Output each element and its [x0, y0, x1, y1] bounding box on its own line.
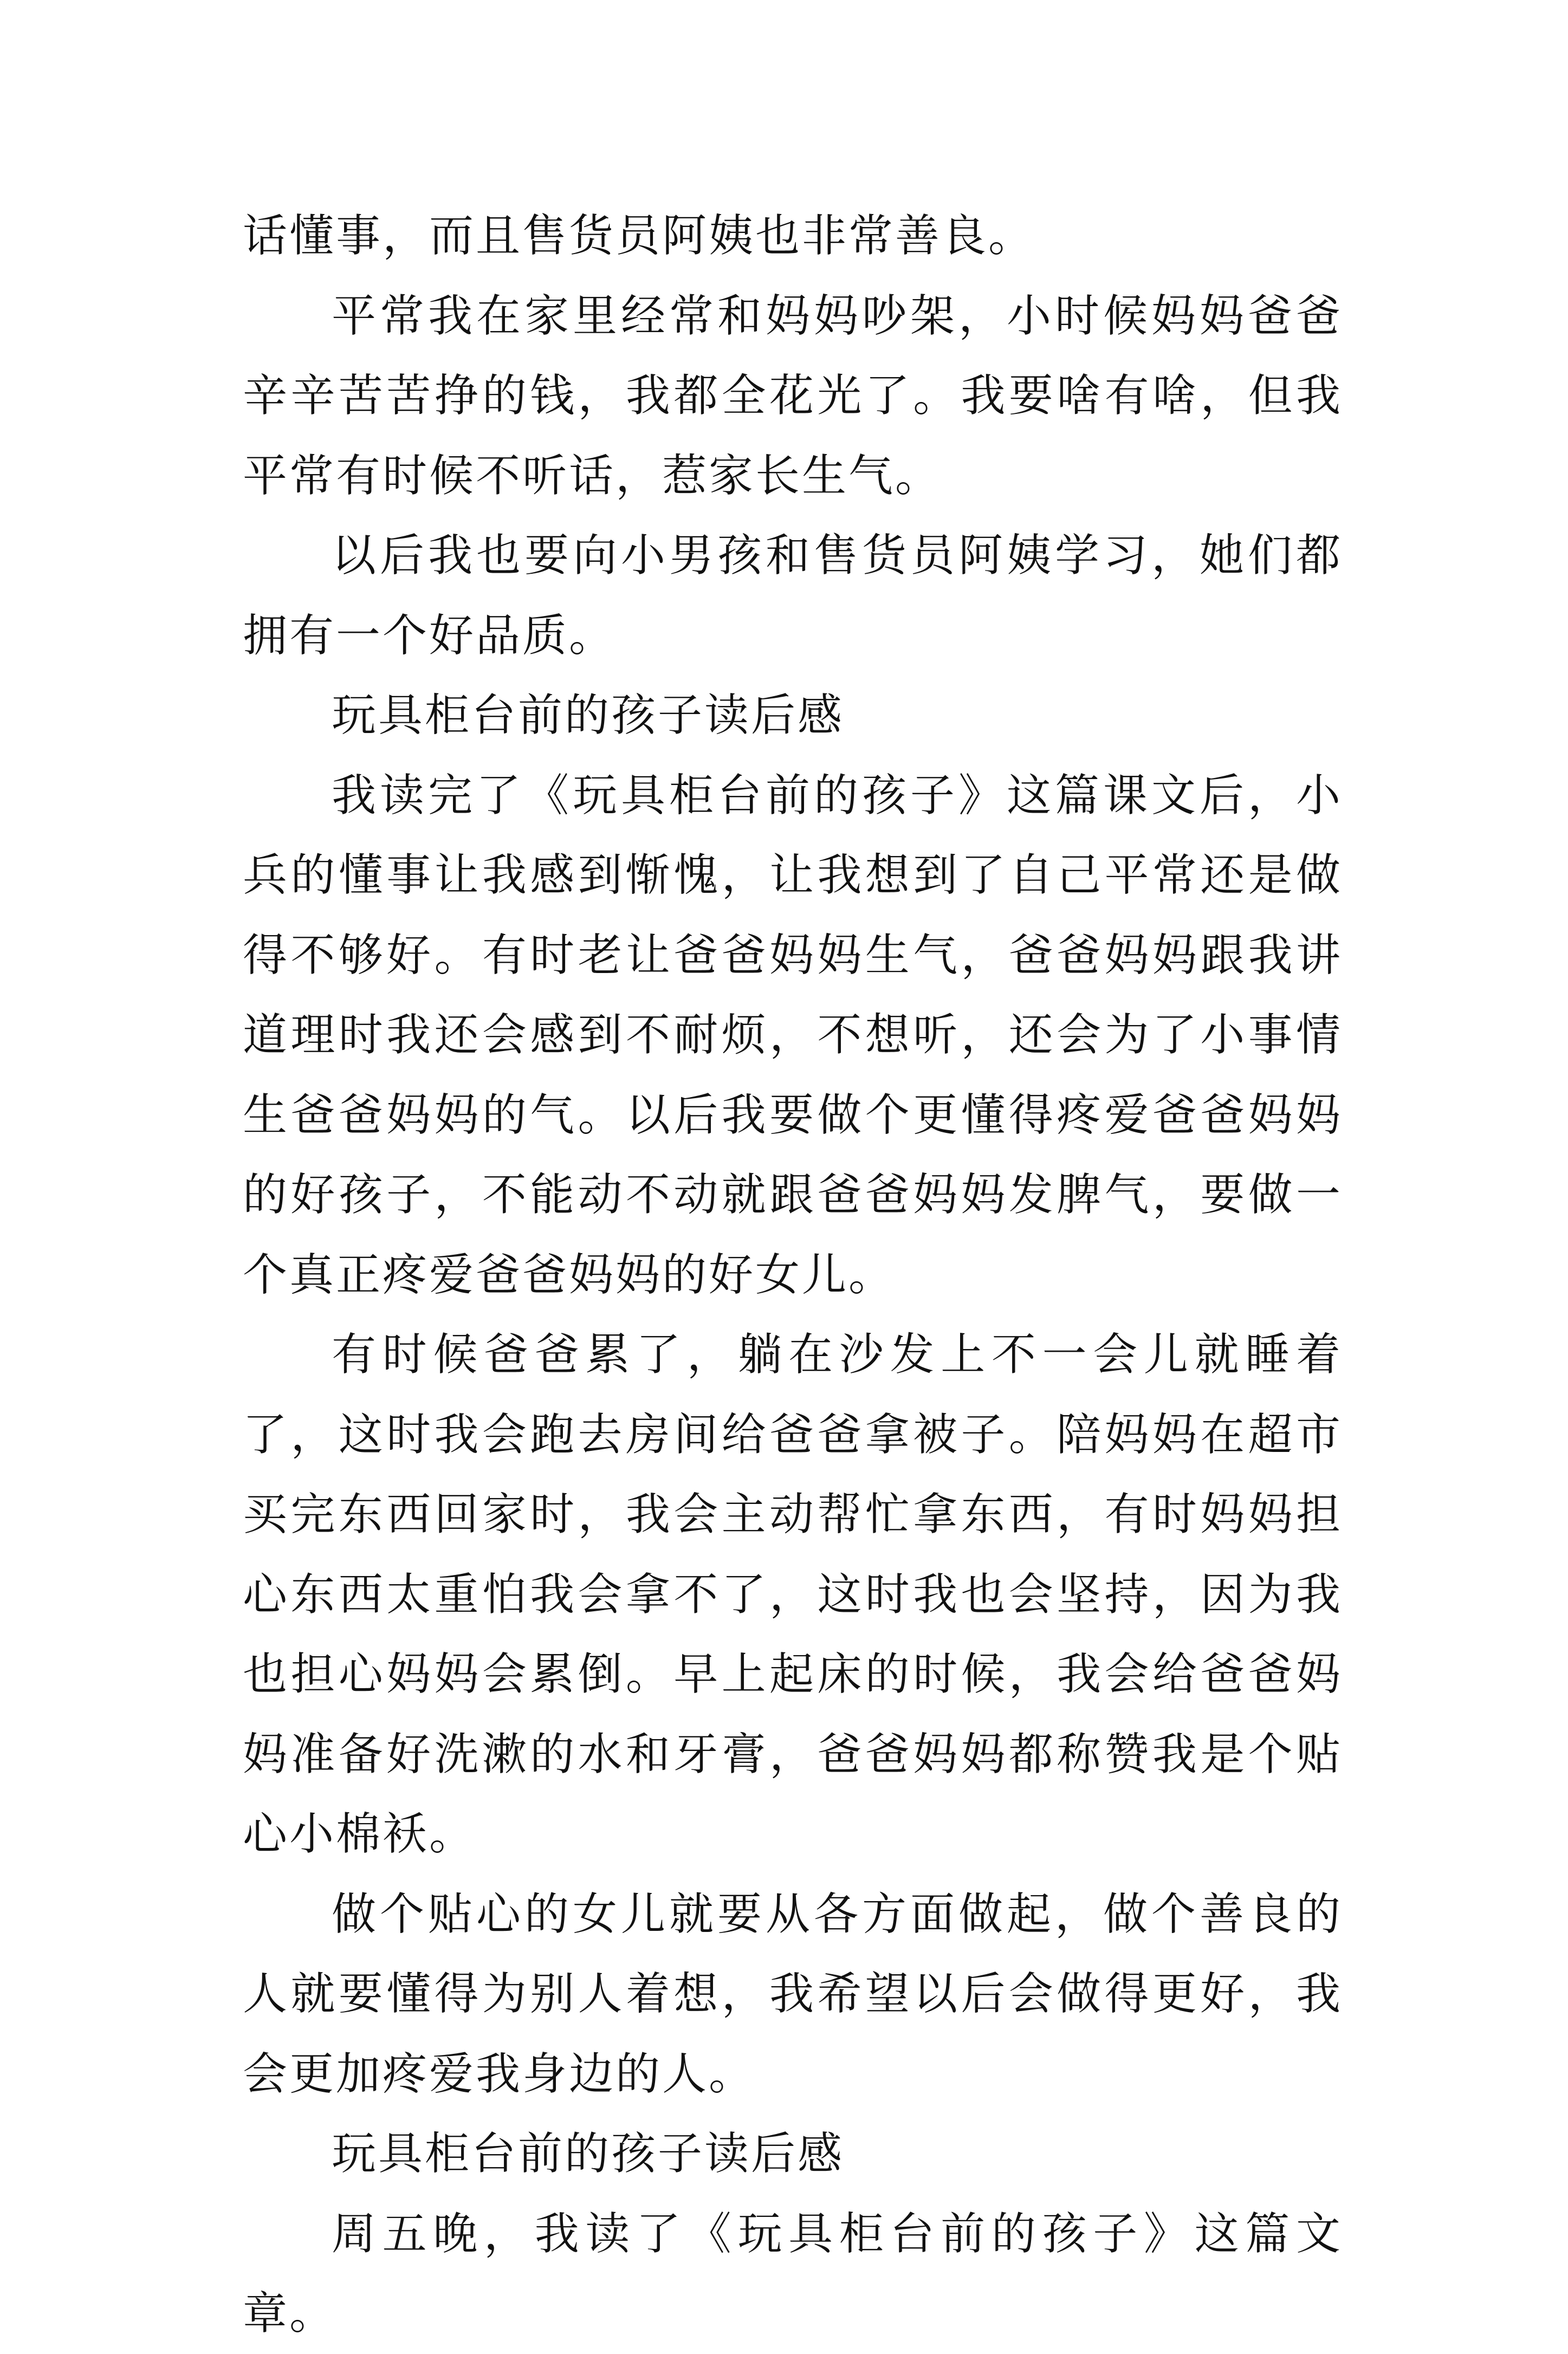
section-heading: 玩具柜台前的孩子读后感: [332, 2128, 845, 2180]
paragraph: 周五晚，我读了《玩具柜台前的孩子》这篇文章。: [243, 2208, 1343, 2339]
paragraph: 以后我也要向小男孩和售货员阿姨学习，她们都拥有一个好品质。: [243, 530, 1343, 662]
paragraph-continued: 话懂事，而且售货员阿姨也非常善良。: [243, 210, 1035, 262]
paragraph: 做个贴心的女儿就要从各方面做起，做个善良的人就要懂得为别人着想，我希望以后会做得更好，我会更加疼爱我身边的人。: [243, 1888, 1343, 2100]
paragraph: 我读完了《玩具柜台前的孩子》这篇课文后，小兵的懂事让我感到惭愧，让我想到了自己平常还是做得不够好。有时老让爸爸妈妈生气，爸爸妈妈跟我讲道理时我还会感到不耐烦，不想听，还会为了小事情生爸爸妈妈的气。以后我要做个更懂得疼爱爸爸妈妈的好孩子，不能动不动就跟爸爸妈妈发脾气，要做一个真正疼爱爸爸妈妈的好女儿。: [243, 769, 1343, 1301]
document-body: [243, 196, 1343, 2354]
section-heading: 玩具柜台前的孩子读后感: [332, 690, 845, 741]
paragraph: 有时候爸爸累了，躺在沙发上不一会儿就睡着了，这时我会跑去房间给爸爸拿被子。陪妈妈在超市买完东西回家时，我会主动帮忙拿东西，有时妈妈担心东西太重怕我会拿不了，这时我也会坚持，因为我也担心妈妈会累倒。早上起床的时候，我会给爸爸妈妈准备好洗漱的水和牙膏，爸爸妈妈都称赞我是个贴心小棉袄。: [243, 1329, 1343, 1860]
paragraph: 平常我在家里经常和妈妈吵架，小时候妈妈爸爸辛辛苦苦挣的钱，我都全花光了。我要啥有啥，但我平常有时候不听话，惹家长生气。: [243, 290, 1343, 502]
